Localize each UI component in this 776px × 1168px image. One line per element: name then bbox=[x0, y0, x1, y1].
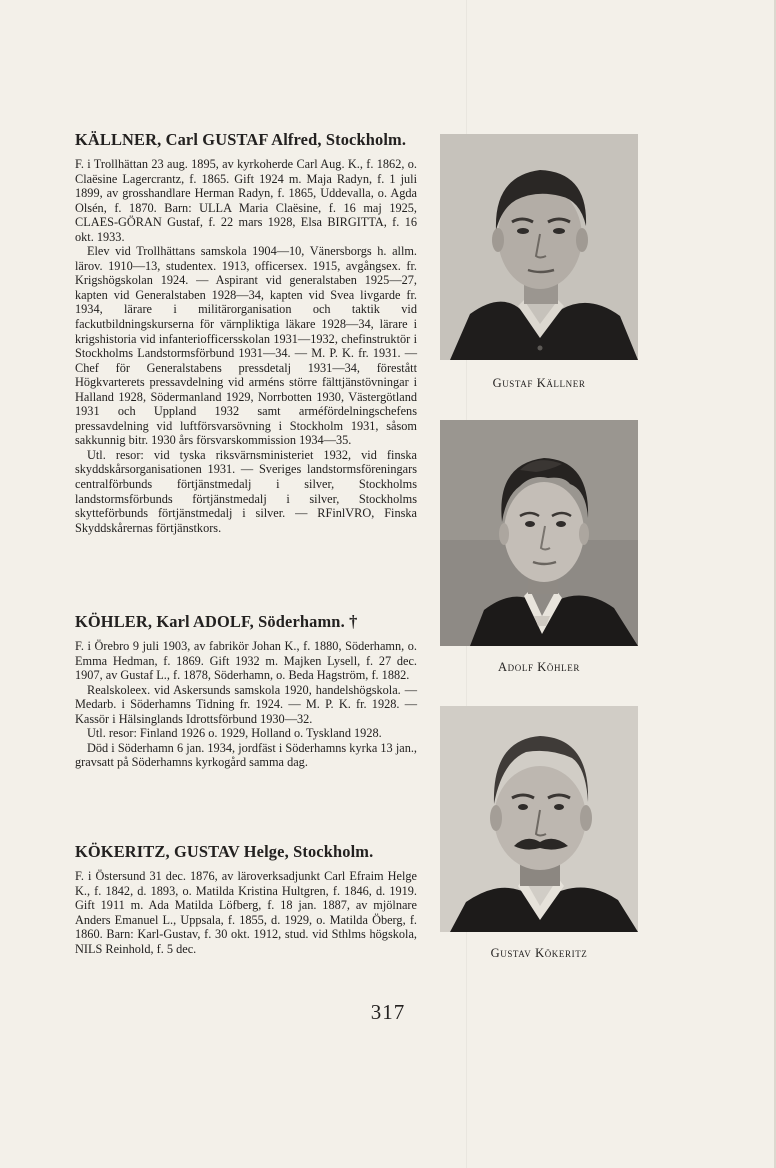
photo-caption: Adolf Köhler bbox=[498, 660, 580, 674]
entry-paragraph: Död i Söderhamn 6 jan. 1934, jordfäst i Söderhamns kyrka 13 jan., gravsatt på Söderhamns kyrkogård samma dag. bbox=[75, 740, 417, 770]
entry-kokeritz bbox=[75, 842, 417, 956]
entry-heading: KÄLLNER, Carl GUSTAF Alfred, Stockholm. bbox=[75, 130, 407, 149]
entry-paragraph: Utl. resor: vid tyska riksvärnsministeriet 1932, vid finska skyddskårsorganisationen 1931. — Sveriges landstormsföreningars centralförbunds förtjänstmedalj i silver, Stockholms landstormsförbunds förtjänstmedalj i silver, Stockholms skytteförbunds förtjänstmedalj i silver. — RFinlVRO, Finska Skyddskårernas förtjänstkors. bbox=[75, 447, 417, 535]
portrait-photo-kokeritz bbox=[440, 706, 638, 932]
entry-heading: KÖKERITZ, GUSTAV Helge, Stockholm. bbox=[75, 842, 374, 861]
entry-paragraph: Elev vid Trollhättans samskola 1904—10, Vänersborgs h. allm. lärov. 1910—13, studentex. 1913, officersex. 1915, avgångsex. fr. Krigshögskolan 1924. — Aspirant vid generalstaben 1925—27, kapten vid Generalstaben 1928—34, kapten vid Svea livgarde fr. 1934, lärare i militärorganisation och taktik vid fackutbildningskurserna för värnpliktiga läkare 1928—34, lärare i krigshistoria vid infanteriofficersskolan 1931—1932, chefinstruktör i Stockholms Landstormsförbund 1931—34. — M. P. K. fr. 1931. — Chef för Generalstabens pressdetalj 1931—34, förestått Högkvarterets pressavdelning vid arméns större fälttjänstövningar i Halland 1928, Södermanland 1929, Norrbotten 1930, Västergötland 1931 och Uppland 1932 samt arméfördelningschefens pressavdelning vid luftförsvarsövning i Stockholm 1931, såsom sakkunnig bitr. 1930 års försvarskommission 1934—35. bbox=[75, 244, 417, 448]
photo-caption: Gustaf Källner bbox=[492, 376, 586, 390]
entry-paragraph: F. i Östersund 31 dec. 1876, av läroverksadjunkt Carl Efraim Helge K., f. 1842, d. 1893, o. Matilda Kristina Hultgren, f. 1846, d. 1919. Gift 1911 m. Ada Matilda Löfberg, f. 18 jan. 1887, av mjölnare Anders Emanuel L., Uppsala, f. 1855, d. 1929, o. Matilda Öberg, f. 1860. Barn: Karl-Gustav, f. 30 okt. 1912, stud. vid Sthlms högskola, NILS Reinhold, f. 5 dec. bbox=[75, 869, 417, 956]
entry-paragraph: Utl. resor: Finland 1926 o. 1929, Holland o. Tyskland 1928. bbox=[87, 726, 382, 741]
entry-kallner bbox=[75, 130, 417, 535]
photo-caption: Gustav Kökeritz bbox=[490, 946, 588, 960]
entry-paragraph: F. i Örebro 9 juli 1903, av fabrikör Johan K., f. 1880, Söderhamn, o. Emma Hedman, f. 1869. Gift 1932 m. Majken Lysell, f. 27 dec. 1907, av Gustaf L., f. 1878, Söderhamn, o. Beda Hagström, f. 1882. bbox=[75, 639, 417, 683]
entry-heading: KÖHLER, Karl ADOLF, Söderhamn. † bbox=[75, 612, 358, 631]
portrait-photo-kohler bbox=[440, 420, 638, 646]
entry-paragraph: F. i Trollhättan 23 aug. 1895, av kyrkoherde Carl Aug. K., f. 1862, o. Claësine Lagercrantz, f. 1865. Gift 1924 m. Maja Radyn, f. 1 juli 1899, av grosshandlare Herman Radyn, f. 1865, Uddevalla, o. Agda Olsén, f. 1870. Barn: ULLA Maria Claësine, f. 16 maj 1925, CLAES-GÖRAN Gustaf, f. 22 mars 1928, Elsa BIRGITTA, f. 16 okt. 1933. bbox=[75, 157, 417, 244]
entry-kohler bbox=[75, 612, 417, 770]
portrait-photo-kallner bbox=[440, 134, 638, 360]
page-number: 317 bbox=[370, 1000, 406, 1024]
entry-paragraph: Realskoleex. vid Askersunds samskola 1920, handelshögskola. — Medarb. i Söderhamns Tidning fr. 1924. — M. P. K. fr. 1928. — Kassör i Hälsinglands Idrottsförbund 1930—32. bbox=[75, 682, 417, 726]
